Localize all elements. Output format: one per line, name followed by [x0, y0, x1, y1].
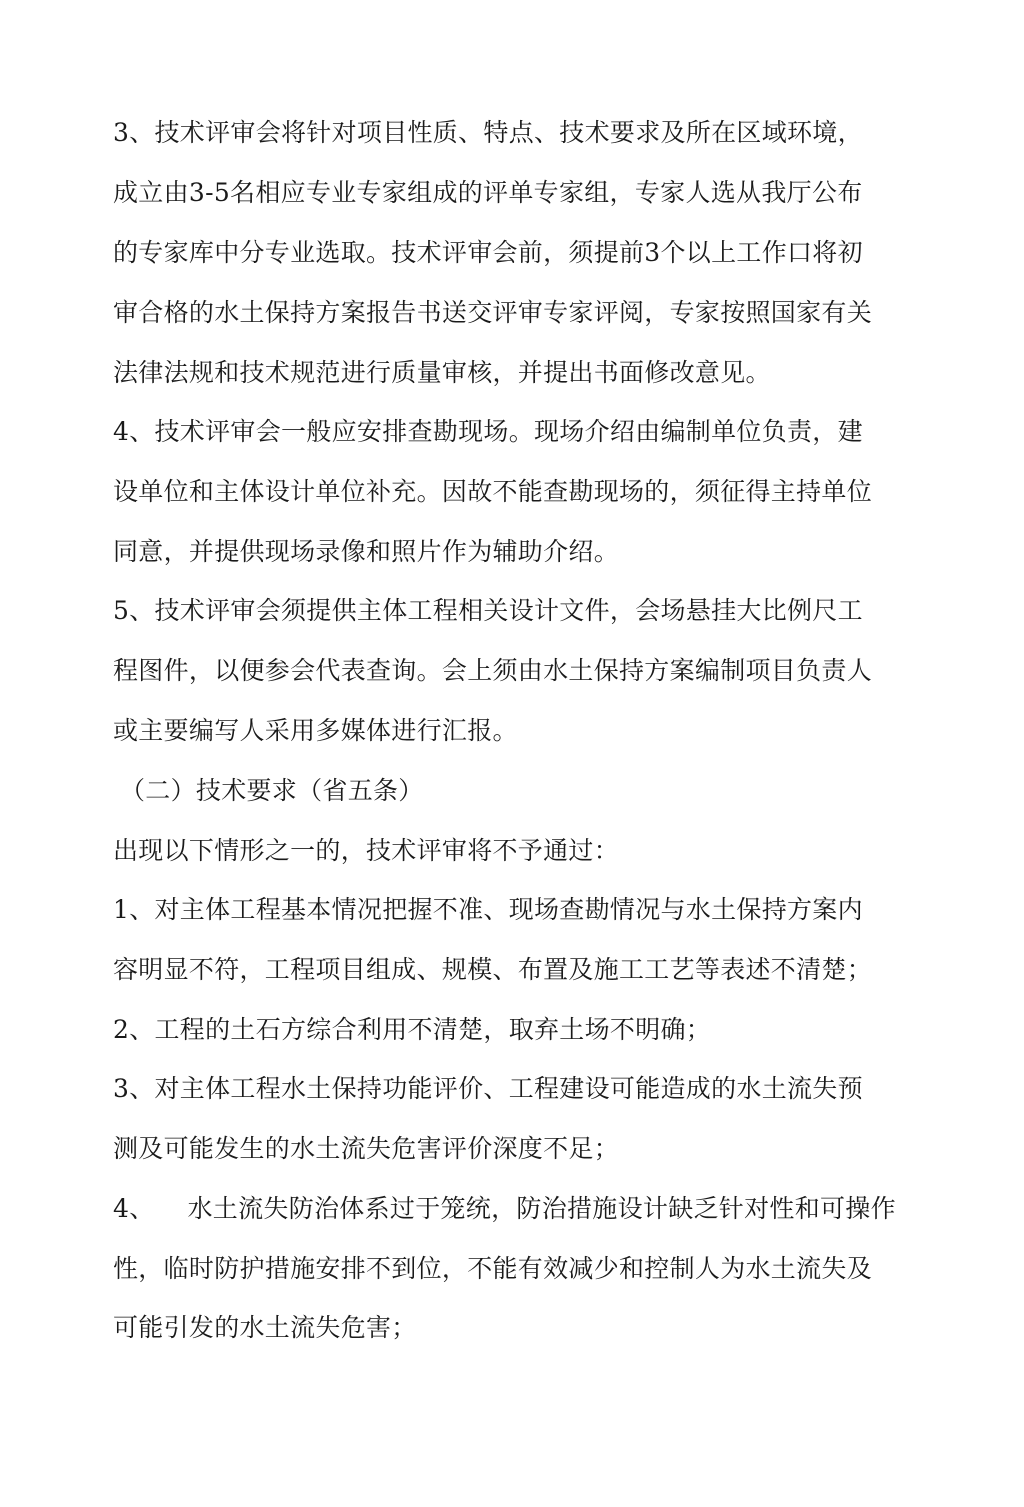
- text-line: 2、工程的土石方综合利用不清楚，取弃土场不明确；: [113, 1015, 712, 1044]
- text-line: 测及可能发生的水土流失危害评价深度不足；: [113, 1134, 620, 1163]
- text-line: 3、对主体工程水土保持功能评价、工程建设可能造成的水土流失预: [113, 1074, 863, 1103]
- text-line: 同意，并提供现场录像和照片作为辅助介绍。: [113, 537, 620, 566]
- text-line: 4、 水土流失防治体系过于笼统，防治措施设计缺乏针对性和可操作: [113, 1194, 896, 1223]
- text-line: 出现以下情形之一的，技术评审将不予通过：: [113, 836, 620, 865]
- text-line: 审合格的水土保持方案报告书送交评审专家评阅，专家按照国家有关: [113, 298, 873, 327]
- text-line: 5、技术评审会须提供主体工程相关设计文件，会场悬挂大比例尺工: [113, 596, 863, 625]
- text-line: 容明显不符，工程项目组成、规模、布置及施工工艺等表述不清楚；: [113, 955, 873, 984]
- text-line: 程图件，以便参会代表查询。会上须由水土保持方案编制项目负责人: [113, 656, 873, 685]
- text-line: 1、对主体工程基本情况把握不准、现场查勘情况与水土保持方案内: [113, 895, 863, 924]
- text-line: 设单位和主体设计单位补充。因故不能查勘现场的，须征得主持单位: [113, 477, 873, 506]
- text-line: 性，临时防护措施安排不到位，不能有效减少和控制人为水土流失及: [113, 1254, 873, 1283]
- text-line: 的专家库中分专业选取。技术评审会前，须提前3个以上工作口将初: [113, 238, 863, 267]
- text-line: 4、技术评审会一般应安排查勘现场。现场介绍由编制单位负责，建: [113, 417, 863, 446]
- text-line: 成立由3-5名相应专业专家组成的评单专家组，专家人选从我厅公布: [113, 178, 863, 207]
- text-line: 或主要编写人采用多媒体进行汇报。: [113, 716, 518, 745]
- section-heading: （二）技术要求（省五条）: [120, 776, 424, 805]
- text-line: 法律法规和技术规范进行质量审核，并提出书面修改意见。: [113, 358, 771, 387]
- text-line: 可能引发的水土流失危害；: [113, 1313, 417, 1342]
- text-line: 3、技术评审会将针对项目性质、特点、技术要求及所在区域环境，: [113, 118, 863, 147]
